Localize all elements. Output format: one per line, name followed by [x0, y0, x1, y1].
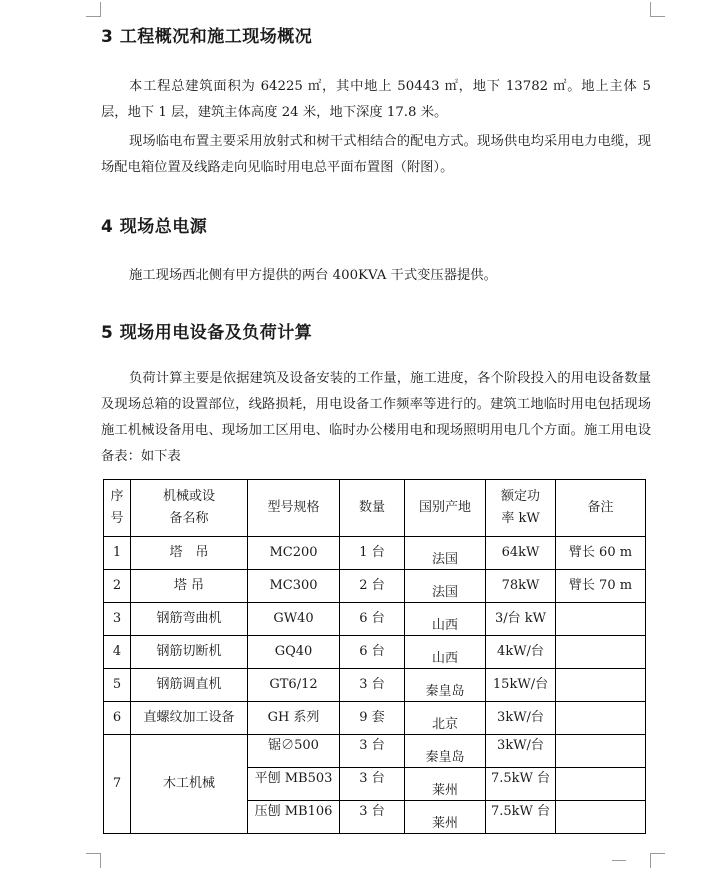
cell-remark: 臂长 70 m — [556, 570, 646, 603]
paragraph: 施工现场西北侧有甲方提供的两台 400KVA 干式变压器提供。 — [129, 268, 497, 283]
paragraph: 负荷计算主要是依据建筑及设备安装的工作量，施工进度，各个阶段投入的用电设备数量及现场总箱的设置部位，线路损耗，用电设备工作频率等进行的。建筑工地临时用电包括现场施工机械设备用电、现场加工区用电、临时办公楼用电和现场照明用电几个方面。施工用电设备表：如下表 — [101, 371, 651, 464]
cell-no: 3 — [104, 603, 131, 636]
cell-qty: 2 台 — [340, 570, 405, 603]
page-bottom-mark — [612, 860, 626, 861]
cell-remark — [556, 735, 646, 768]
section-heading-3: 3 工程概况和施工现场概况 — [101, 27, 313, 47]
cell-remark — [556, 603, 646, 636]
cell-origin: 法国 — [405, 570, 486, 603]
equipment-table — [103, 479, 646, 834]
header-no: 序 号 — [104, 480, 131, 537]
table-row — [104, 636, 646, 669]
paragraph: 本工程总建筑面积为 64225 ㎡，其中地上 50443 ㎡，地下 13782 ㎡。地上主体 5 层，地下 1 层，建筑主体高度 24 米，地下深度 17.8 米。 — [101, 79, 651, 120]
cell-remark — [556, 636, 646, 669]
cell-no: 7 — [104, 735, 131, 834]
cell-model: 压刨 MB106 — [248, 801, 340, 834]
cell-power: 7.5kW 台 — [486, 768, 556, 801]
cell-power: 4kW/台 — [486, 636, 556, 669]
page-corner-mark — [650, 2, 665, 17]
cell-remark: 臂长 60 m — [556, 537, 646, 570]
page-corner-mark — [650, 853, 665, 868]
header-name: 机械或设 备名称 — [131, 480, 248, 537]
cell-name: 钢筋调直机 — [131, 669, 248, 702]
cell-origin: 莱州 — [405, 801, 486, 834]
header-qty: 数量 — [340, 480, 405, 537]
cell-name: 塔 吊 — [131, 570, 248, 603]
cell-origin: 北京 — [405, 702, 486, 735]
cell-qty: 6 台 — [340, 636, 405, 669]
paragraph: 现场临电布置主要采用放射式和树干式相结合的配电方式。现场供电均采用电力电缆，现场配电箱位置及线路走向见临时用电总平面布置图（附图）。 — [101, 134, 651, 175]
cell-origin: 莱州 — [405, 768, 486, 801]
cell-power: 3kW/台 — [486, 735, 556, 768]
cell-model: GQ40 — [248, 636, 340, 669]
header-origin: 国别产地 — [405, 480, 486, 537]
cell-qty: 9 套 — [340, 702, 405, 735]
cell-origin: 山西 — [405, 603, 486, 636]
cell-origin: 秦皇岛 — [405, 735, 486, 768]
cell-model: GT6/12 — [248, 669, 340, 702]
table-row — [104, 702, 646, 735]
cell-power: 3kW/台 — [486, 702, 556, 735]
cell-model: 锯∅500 — [248, 735, 340, 768]
cell-name: 钢筋弯曲机 — [131, 603, 248, 636]
cell-qty: 6 台 — [340, 603, 405, 636]
cell-origin: 山西 — [405, 636, 486, 669]
cell-no: 6 — [104, 702, 131, 735]
cell-model: MC200 — [248, 537, 340, 570]
cell-model: GH 系列 — [248, 702, 340, 735]
page-corner-mark — [86, 2, 101, 17]
table-header-row — [104, 480, 646, 537]
cell-name: 木工机械 — [131, 735, 248, 834]
cell-model: GW40 — [248, 603, 340, 636]
cell-power: 3/台 kW — [486, 603, 556, 636]
cell-power: 78kW — [486, 570, 556, 603]
table-row — [104, 603, 646, 636]
cell-remark — [556, 669, 646, 702]
cell-qty: 3 台 — [340, 669, 405, 702]
cell-no: 1 — [104, 537, 131, 570]
cell-remark — [556, 801, 646, 834]
table-row — [104, 570, 646, 603]
cell-remark — [556, 768, 646, 801]
table-row — [104, 537, 646, 570]
cell-no: 2 — [104, 570, 131, 603]
cell-model: 平刨 MB503 — [248, 768, 340, 801]
section-heading-5: 5 现场用电设备及负荷计算 — [101, 323, 313, 343]
cell-qty: 3 台 — [340, 801, 405, 834]
cell-name: 直螺纹加工设备 — [131, 702, 248, 735]
page-corner-mark — [86, 853, 101, 868]
cell-origin: 秦皇岛 — [405, 669, 486, 702]
cell-name: 钢筋切断机 — [131, 636, 248, 669]
cell-remark — [556, 702, 646, 735]
cell-qty: 1 台 — [340, 537, 405, 570]
cell-origin: 法国 — [405, 537, 486, 570]
table-row — [104, 735, 646, 768]
cell-power: 64kW — [486, 537, 556, 570]
cell-qty: 3 台 — [340, 768, 405, 801]
header-model: 型号规格 — [248, 480, 340, 537]
cell-power: 7.5kW 台 — [486, 801, 556, 834]
section-heading-4: 4 现场总电源 — [101, 217, 208, 237]
table-row — [104, 669, 646, 702]
cell-model: MC300 — [248, 570, 340, 603]
header-power: 额定功 率 kW — [486, 480, 556, 537]
header-remark: 备注 — [556, 480, 646, 537]
cell-power: 15kW/台 — [486, 669, 556, 702]
cell-qty: 3 台 — [340, 735, 405, 768]
cell-name: 塔 吊 — [131, 537, 248, 570]
cell-no: 4 — [104, 636, 131, 669]
cell-no: 5 — [104, 669, 131, 702]
